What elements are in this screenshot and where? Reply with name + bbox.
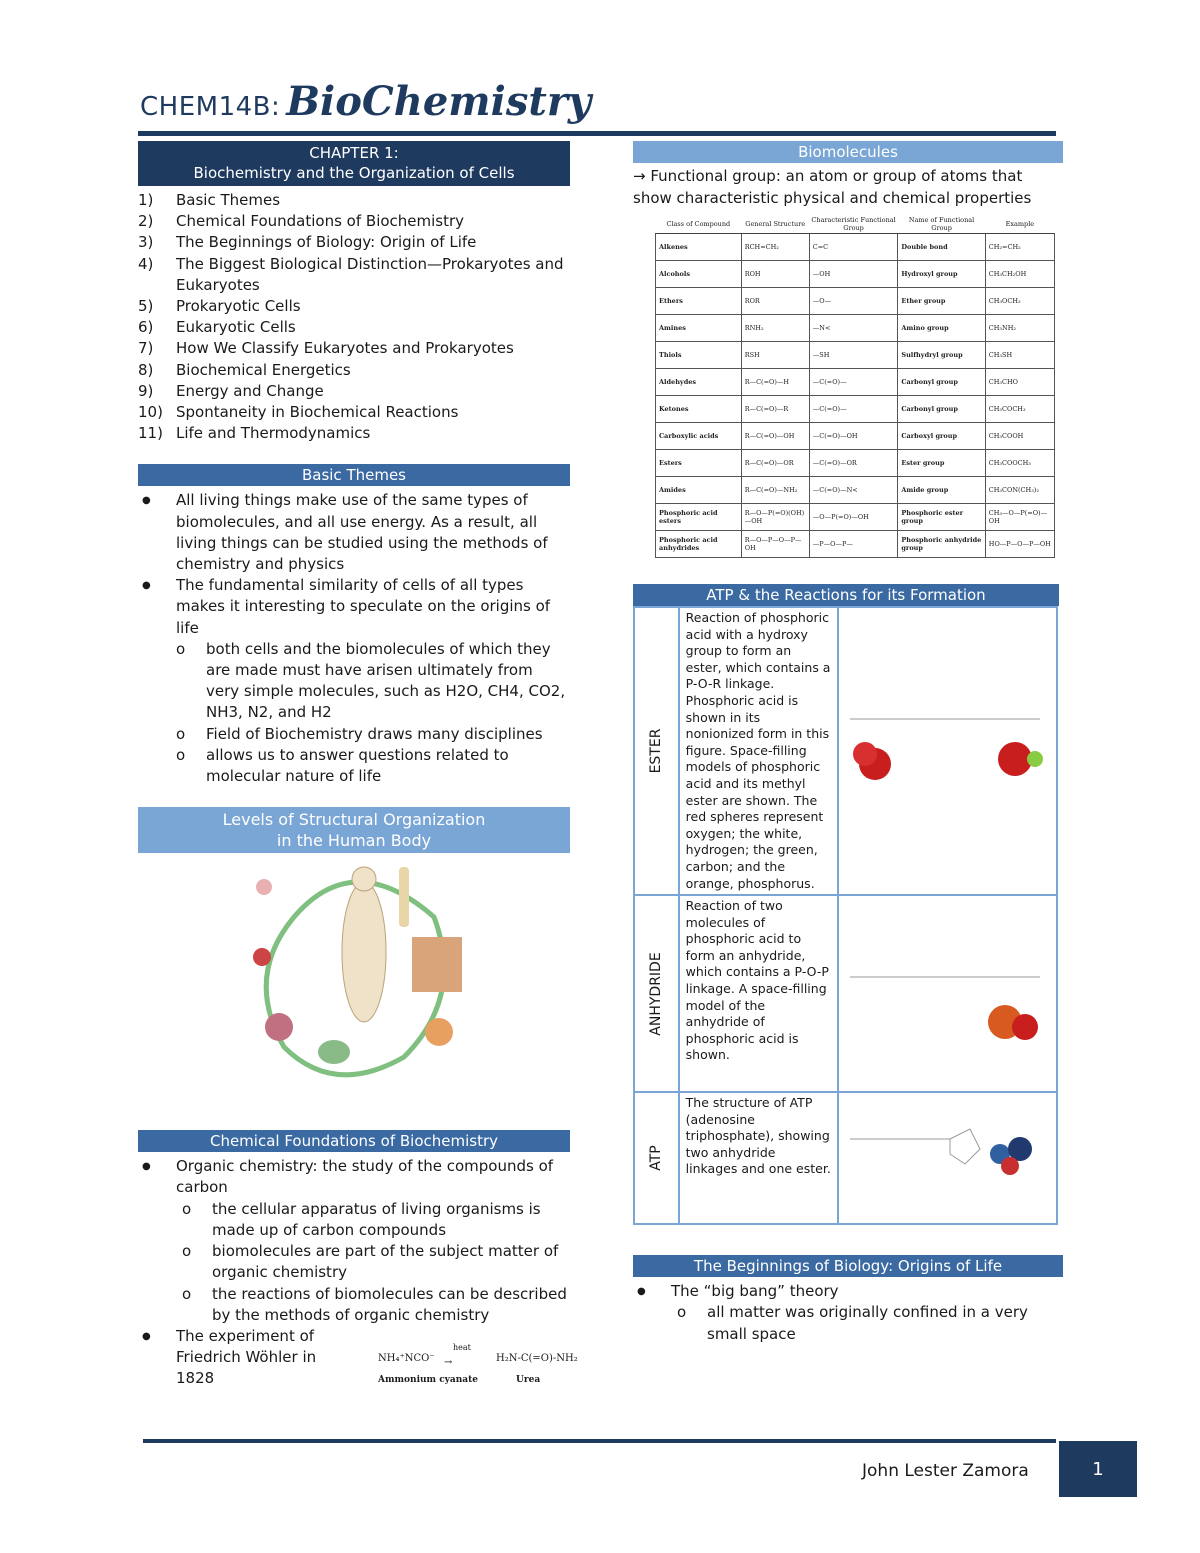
atp-table — [633, 606, 1058, 1225]
table-cell: Amino group — [898, 315, 985, 342]
table-cell: —O—P(=O)—OH — [809, 504, 898, 531]
table-row — [634, 607, 1057, 895]
atp-heading: ATP & the Reactions for its Formation — [633, 584, 1059, 606]
row-label: ESTER — [634, 607, 679, 895]
table-cell: —C(=O)— — [809, 369, 898, 396]
list-item: ● The fundamental similarity of cells of all types makes it interesting to speculate on the origins of life o both cells and the biomolecules of which they are made must have arisen ultimately from very simple molecules, such as H2O, CH4, CO2, NH3, N2, and H2 o Field of Biochemistry draws many disciplines o allows us to answer questions related to molecular nature of life — [138, 575, 570, 787]
table-cell: Alkenes — [656, 234, 742, 261]
table-cell: —SH — [809, 342, 898, 369]
table-cell: CH₃—O—P(=O)—OH — [985, 504, 1054, 531]
table-cell: —OH — [809, 261, 898, 288]
toc-item: 1) Basic Themes — [138, 191, 281, 209]
sub-list — [671, 1302, 1063, 1344]
table-cell: —C(=O)—OR — [809, 450, 898, 477]
table-row — [656, 261, 1055, 288]
table-cell: R—C(=O)—R — [741, 396, 809, 423]
table-cell: CH₂=CH₂ — [985, 234, 1054, 261]
page-number: 1 — [1059, 1441, 1137, 1497]
chem-foundations-list — [138, 1156, 578, 1390]
table-cell: R—C(=O)—NH₂ — [741, 477, 809, 504]
table-cell: Phosphoric acid esters — [656, 504, 742, 531]
table-of-contents — [138, 190, 570, 444]
table-row — [656, 288, 1055, 315]
sub-item: o all matter was originally confined in a very small space — [677, 1302, 1063, 1344]
table-cell: ROR — [741, 288, 809, 315]
table-cell: —P—O—P— — [809, 531, 898, 558]
functional-group-definition: → Functional group: an atom or group of atoms that show characteristic physical and chemical properties — [633, 167, 1032, 207]
wohler-reaction-figure: NH₄⁺NCO⁻ heat → H₂N‑C(=O)‑NH₂ Ammonium cyanate Urea — [378, 1342, 578, 1385]
toc-item: 11) Life and Thermodynamics — [138, 424, 371, 443]
table-cell: Alcohols — [656, 261, 742, 288]
sub-item: o the reactions of biomolecules can be described by the methods of organic chemistry — [182, 1284, 570, 1326]
toc-item: 6) Eukaryotic Cells — [138, 318, 296, 337]
origins-list — [633, 1281, 1063, 1345]
table-cell: R—C(=O)—OH — [741, 423, 809, 450]
table-row — [656, 396, 1055, 423]
chapter-heading — [138, 141, 570, 186]
table-cell: CH₃OCH₃ — [985, 288, 1054, 315]
table-row — [656, 504, 1055, 531]
anhydride-figure — [838, 895, 1057, 1092]
list-item: ● Organic chemistry: the study of the compounds of carbon o the cellular apparatus of living organisms is made up of carbon compounds o biomolecules are part of the subject matter of organic chemistry o the reactions of biomolecules can be described by the methods of organic chemistry — [138, 1156, 570, 1326]
table-cell: CH₃CH₂OH — [985, 261, 1054, 288]
levels-heading: Levels of Structural Organization in the Human Body — [138, 807, 570, 853]
table-cell: CH₃CHO — [985, 369, 1054, 396]
sub-list — [176, 1199, 570, 1326]
atp-structure-figure — [838, 1092, 1057, 1224]
table-cell: Thiols — [656, 342, 742, 369]
table-cell: CH₃COOCH₃ — [985, 450, 1054, 477]
table-cell: CH₃NH₂ — [985, 315, 1054, 342]
table-cell: Carbonyl group — [898, 396, 985, 423]
table-cell: ROH — [741, 261, 809, 288]
right-column — [633, 141, 1063, 1345]
chapter-title: Biochemistry and the Organization of Cells — [193, 164, 515, 182]
sub-item: o the cellular apparatus of living organisms is made up of carbon compounds — [182, 1199, 570, 1241]
biomolecules-heading: Biomolecules — [633, 141, 1063, 163]
top-rule — [138, 131, 1056, 136]
ester-figure — [838, 607, 1057, 895]
chapter-number: CHAPTER 1: — [309, 144, 399, 162]
table-cell: R—C(=O)—H — [741, 369, 809, 396]
table-row — [656, 315, 1055, 342]
row-description: Reaction of phosphoric acid with a hydroxy group to form an ester, which contains a P-O-R linkage. Phosphoric acid is shown in its nonionized form in this figure. Space-filling models of phosphoric acid and its methyl ester are shown. The red spheres represent oxygen; the white, hydrogen; the green, carbon; and the orange, phosphorus. — [679, 607, 838, 895]
table-cell: Sulfhydryl group — [898, 342, 985, 369]
table-row — [656, 531, 1055, 558]
table-cell: CH₃SH — [985, 342, 1054, 369]
table-cell: Hydroxyl group — [898, 261, 985, 288]
table-cell: RSH — [741, 342, 809, 369]
table-cell: —C(=O)— — [809, 396, 898, 423]
table-cell: Carbonyl group — [898, 369, 985, 396]
table-cell: Phosphoric ester group — [898, 504, 985, 531]
toc-item: 4) The Biggest Biological Distinction—Prokaryotes and Eukaryotes — [138, 254, 564, 294]
list-item: ● All living things make use of the same types of biomolecules, and all use energy. As a result, all living things can be studied using the methods of chemistry and physics — [138, 490, 570, 575]
table-cell: R—O—P—O—P—OH — [741, 531, 809, 558]
row-label: ANHYDRIDE — [634, 895, 679, 1092]
table-row — [656, 477, 1055, 504]
course-code: CHEM14B: — [140, 92, 281, 122]
table-cell: CH₃COOH — [985, 423, 1054, 450]
toc-item: 9) Energy and Change — [138, 381, 324, 400]
table-cell: Double bond — [898, 234, 985, 261]
sub-item: o Field of Biochemistry draws many disciplines — [176, 724, 570, 745]
table-row — [634, 1092, 1057, 1224]
basic-themes-list — [138, 490, 570, 787]
toc-item: 7) How We Classify Eukaryotes and Prokaryotes — [138, 339, 514, 358]
table-cell: Amide group — [898, 477, 985, 504]
table-cell: R—C(=O)—OR — [741, 450, 809, 477]
table-cell: RCH=CH₂ — [741, 234, 809, 261]
table-cell: —O— — [809, 288, 898, 315]
toc-item: 10) Spontaneity in Biochemical Reactions — [138, 403, 459, 422]
table-cell: RNH₂ — [741, 315, 809, 342]
sub-item: o allows us to answer questions related to molecular nature of life — [176, 745, 570, 787]
table-row — [656, 423, 1055, 450]
table-row — [656, 234, 1055, 261]
table-cell: —N< — [809, 315, 898, 342]
footer-author: John Lester Zamora — [862, 1461, 1029, 1481]
left-column — [138, 141, 578, 1390]
table-cell: Aldehydes — [656, 369, 742, 396]
table-cell: Esters — [656, 450, 742, 477]
table-cell: Amines — [656, 315, 742, 342]
toc-item: 5) Prokaryotic Cells — [138, 297, 301, 316]
table-row — [656, 369, 1055, 396]
table-cell: Phosphoric anhydride group — [898, 531, 985, 558]
table-cell: Carboxyl group — [898, 423, 985, 450]
table-cell: Phosphoric acid anhydrides — [656, 531, 742, 558]
toc-item: 3) The Beginnings of Biology: Origin of Life — [138, 233, 477, 252]
table-cell: —C(=O)—OH — [809, 423, 898, 450]
table-cell: CH₃COCH₃ — [985, 396, 1054, 423]
table-cell: Carboxylic acids — [656, 423, 742, 450]
table-cell: R—O—P(=O)(OH)—OH — [741, 504, 809, 531]
toc-item: 8) Biochemical Energetics — [138, 360, 351, 379]
origins-heading: The Beginnings of Biology: Origins of Life — [633, 1255, 1063, 1277]
table-cell: Ester group — [898, 450, 985, 477]
table-cell: Ketones — [656, 396, 742, 423]
row-description: The structure of ATP (adenosine triphosphate), showing two anhydride linkages and one ester. — [679, 1092, 838, 1224]
sub-item: o both cells and the biomolecules of which they are made must have arisen ultimately from very simple molecules, such as H2O, CH4, CO2, NH3, N2, and H2 — [176, 639, 570, 724]
table-cell: HO—P—O—P—OH — [985, 531, 1054, 558]
subject-title: BioChemistry — [286, 78, 592, 125]
table-cell: —C(=O)—N< — [809, 477, 898, 504]
table-cell: Amides — [656, 477, 742, 504]
table-row — [634, 895, 1057, 1092]
table-cell: Ethers — [656, 288, 742, 315]
table-row — [656, 450, 1055, 477]
row-description: Reaction of two molecules of phosphoric acid to form an anhydride, which contains a P-O-P linkage. A space-filling model of the anhydride of phosphoric acid is shown. — [679, 895, 838, 1092]
functional-groups-table: Class of Compound General Structure Characteristic Functional Group Name of Functional Group Example Alkenes RCH=CH₂ C=C Double bond CH₂=CH₂ Alcohols ROH —OH Hydroxyl group CH₃CH₂OH Ethers ROR —O— Ether group CH₃OCH₃ Amines RNH₂ —N< Amino group CH₃NH₂ Thiols RSH —SH Sulfhydryl group CH₃SH Aldehydes R—C(=O)—H —C(=O)— Carbonyl group CH₃CHO Ketones R—C(=O)—R —C(=O)— Carbonyl group CH₃COCH₃ Carboxylic acids R—C(=O)—OH —C(=O)—OH Carboxyl group CH₃COOH Esters R—C(=O)—OR —C(=O)—OR Ester group CH₃COOCH₃ Amides R—C(=O)—NH₂ —C(=O)—N< Amide group CH₃CON(CH₃)₂ Phosphoric acid esters R—O—P(=O)(OH)—OH —O—P(=O)—OH Phosphoric ester group CH₃—O—P(=O)—OH Phosphoric acid anhydrides R—O—P—O—P—OH —P—O—P— Phosphoric anhydride group HO—P—O—P—OH — [655, 215, 1055, 558]
table-cell: C=C — [809, 234, 898, 261]
page-title — [140, 78, 591, 130]
toc-item: 2) Chemical Foundations of Biochemistry — [138, 212, 465, 231]
basic-themes-heading: Basic Themes — [138, 464, 570, 486]
footer-rule — [143, 1439, 1056, 1443]
table-cell: Ether group — [898, 288, 985, 315]
sub-list — [176, 639, 570, 787]
table-cell: CH₃CON(CH₃)₂ — [985, 477, 1054, 504]
chem-foundations-heading: Chemical Foundations of Biochemistry — [138, 1130, 570, 1152]
row-label: ATP — [634, 1092, 679, 1224]
table-row — [656, 342, 1055, 369]
list-item: ● The “big bang” theory o all matter was originally confined in a very small space — [633, 1281, 1063, 1345]
levels-of-organization-figure — [234, 857, 474, 1087]
list-item: ● The experiment of Friedrich Wöhler in 1828 NH₄⁺NCO⁻ heat → H₂N‑C(=O)‑NH₂ Ammonium cyanate Urea — [138, 1326, 570, 1390]
sub-item: o biomolecules are part of the subject matter of organic chemistry — [182, 1241, 570, 1283]
